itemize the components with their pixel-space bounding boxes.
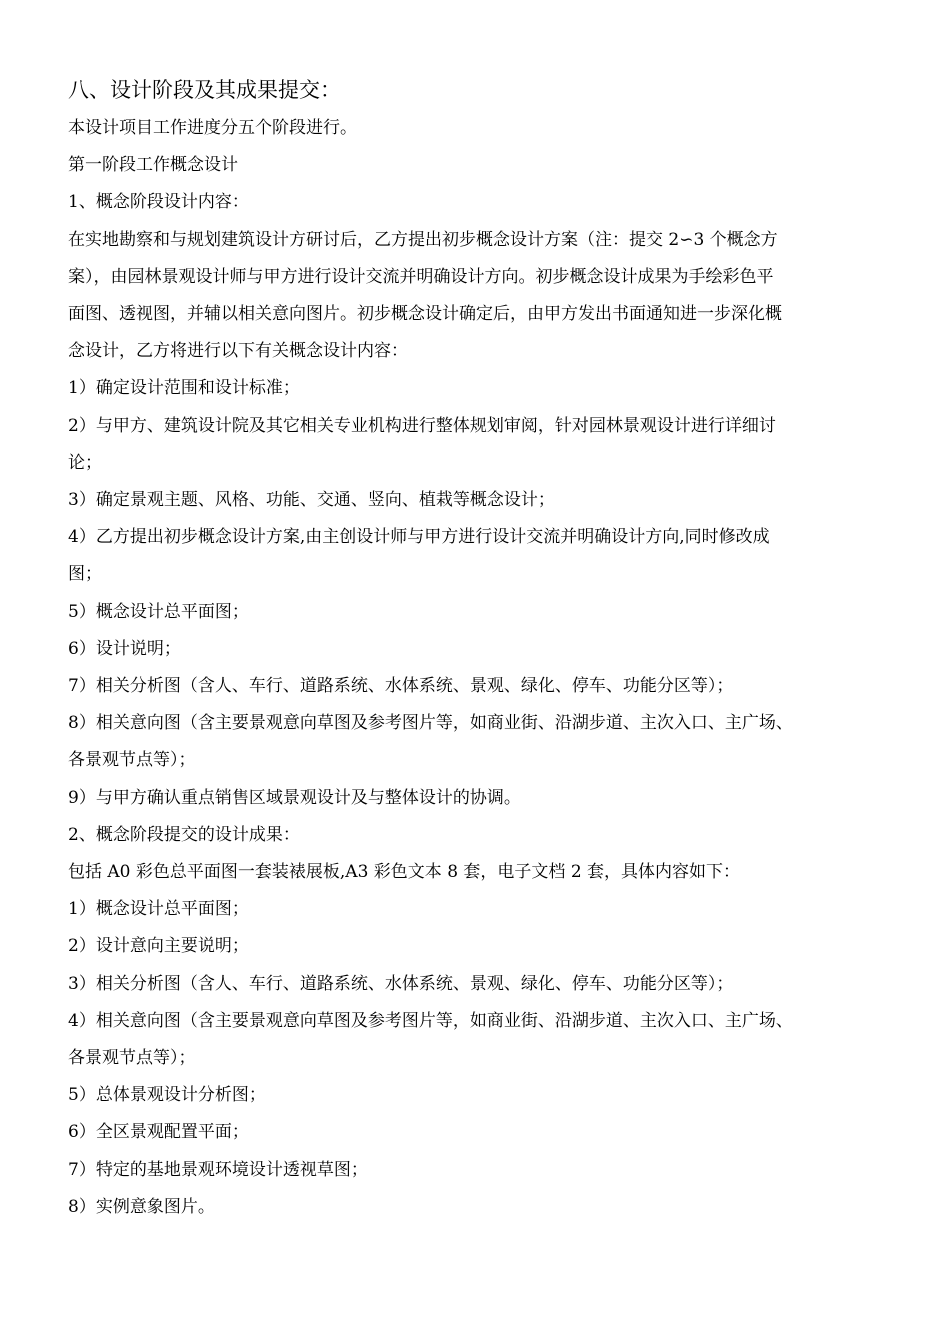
subsection-title-2: 2、概念阶段提交的设计成果： xyxy=(68,824,300,845)
list-item: 6）全区景观配置平面； xyxy=(68,1122,249,1143)
subsection-1-list xyxy=(68,370,880,816)
list-item: 2）设计意向主要说明； xyxy=(68,936,249,957)
stage-title: 第一阶段工作概念设计 xyxy=(68,155,238,176)
paragraph-line: 案），由园林景观设计师与甲方进行设计交流并明确设计方向。初步概念设计成果为手绘彩色平 xyxy=(68,266,774,287)
list-item: 5）总体景观设计分析图； xyxy=(68,1085,266,1106)
list-item: 6）设计说明； xyxy=(68,638,181,659)
list-item: 8）实例意象图片。 xyxy=(68,1196,215,1217)
list-item: 3）确定景观主题、风格、功能、交通、竖向、植栽等概念设计； xyxy=(68,490,555,511)
list-item: 7）相关分析图（含人、车行、道路系统、水体系统、景观、绿化、停车、功能分区等）； xyxy=(68,676,734,697)
paragraph-line: 面图、透视图，并辅以相关意向图片。初步概念设计确定后，由甲方发出书面通知进一步深化概 xyxy=(68,304,782,325)
list-item: 7）特定的基地景观环境设计透视草图； xyxy=(68,1159,368,1180)
document-body xyxy=(68,72,880,1226)
paragraph-line: 在实地勘察和与规划建筑设计方研讨后，乙方提出初步概念设计方案（注：提交 2∽3 个概念方 xyxy=(68,229,778,250)
paragraph-line: 念设计，乙方将进行以下有关概念设计内容： xyxy=(68,341,408,362)
list-item: 4）相关意向图（含主要景观意向草图及参考图片等，如商业街、沿湖步道、主次入口、主广场、 xyxy=(68,1010,793,1031)
list-item: 4）乙方提出初步概念设计方案,由主创设计师与甲方进行设计交流并明确设计方向,同时修改成 xyxy=(68,527,770,548)
section-heading: 八、设计阶段及其成果提交： xyxy=(68,78,341,102)
intro-text: 本设计项目工作进度分五个阶段进行。 xyxy=(68,118,357,138)
list-item-continuation: 各景观节点等）； xyxy=(68,750,196,771)
list-item-continuation: 各景观节点等）； xyxy=(68,1048,196,1069)
subsection-2-intro: 包括 A0 彩色总平面图一套装裱展板,A3 彩色文本 8 套，电子文档 2 套，具体内容如下： xyxy=(68,862,741,883)
list-item: 2）与甲方、建筑设计院及其它相关专业机构进行整体规划审阅，针对园林景观设计进行详细讨 xyxy=(68,415,776,436)
list-item: 9）与甲方确认重点销售区域景观设计及与整体设计的协调。 xyxy=(68,787,521,808)
list-item: 5）概念设计总平面图； xyxy=(68,601,249,622)
list-item: 1）概念设计总平面图； xyxy=(68,899,249,920)
subsection-title-1: 1、概念阶段设计内容： xyxy=(68,192,249,213)
list-item: 3）相关分析图（含人、车行、道路系统、水体系统、景观、绿化、停车、功能分区等）； xyxy=(68,973,734,994)
subsection-2-list xyxy=(68,891,880,1226)
subsection-1-paragraph xyxy=(68,222,880,371)
list-item: 1）确定设计范围和设计标准； xyxy=(68,378,300,399)
list-item-continuation: 图； xyxy=(68,564,102,585)
list-item: 8）相关意向图（含主要景观意向草图及参考图片等，如商业街、沿湖步道、主次入口、主广场、 xyxy=(68,713,793,734)
list-item-continuation: 论； xyxy=(68,452,102,473)
